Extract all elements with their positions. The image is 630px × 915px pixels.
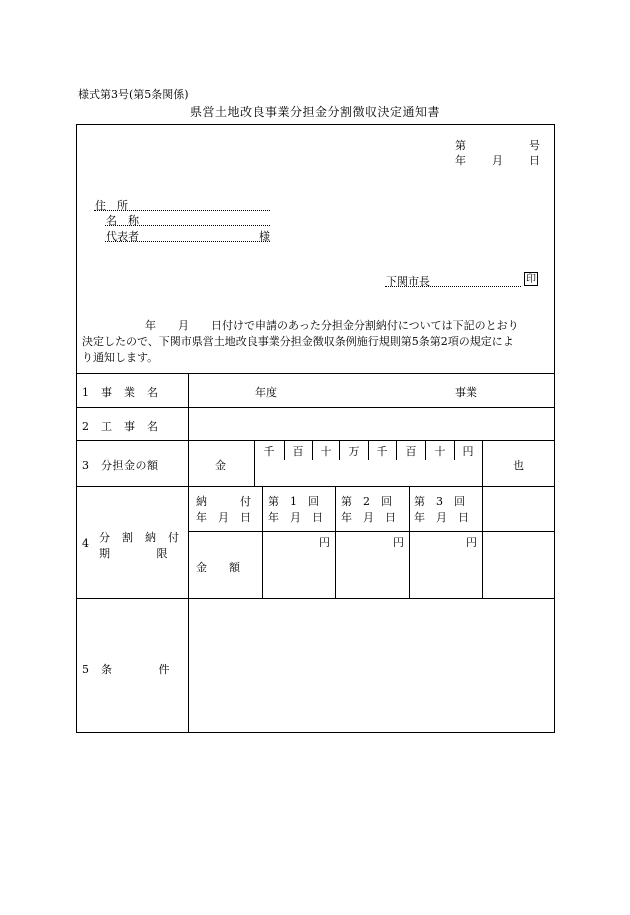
date-day: 日 xyxy=(529,154,540,167)
grid-line xyxy=(188,531,555,532)
unit-man: 万 xyxy=(348,445,360,458)
unit-en: 円 xyxy=(462,445,474,458)
sama: 様 xyxy=(259,230,270,243)
nofu-top: 納 付 xyxy=(196,495,251,508)
grid-line xyxy=(76,407,555,408)
grid-line xyxy=(339,440,340,460)
grid-line xyxy=(262,486,263,598)
grid-line xyxy=(409,486,410,598)
row2-label: 2 工 事 名 xyxy=(82,420,159,433)
row5-label: 5 条 件 xyxy=(82,663,170,676)
row4-label-top: 分 割 納 付 xyxy=(99,531,180,544)
row1-label: 1 事 業 名 xyxy=(82,386,159,399)
name-label: 名 称 xyxy=(106,214,139,227)
form-id: 様式第3号(第5条関係) xyxy=(78,88,189,101)
issuer-line xyxy=(385,286,521,287)
body-line-3: り通知します。 xyxy=(82,351,159,364)
unit-juu-2: 十 xyxy=(434,445,446,458)
grid-line xyxy=(188,373,189,733)
name-line xyxy=(105,225,270,226)
grid-line xyxy=(76,486,555,487)
grid-line xyxy=(335,486,336,598)
grid-line xyxy=(76,373,555,374)
period2-top: 第 2 回 xyxy=(341,495,392,508)
unit-hyaku-2: 百 xyxy=(405,445,417,458)
address-line xyxy=(94,210,270,211)
nofu-bottom: 年 月 日 xyxy=(196,511,251,524)
address-label: 住 所 xyxy=(95,199,128,212)
unit-sen-2: 千 xyxy=(376,445,388,458)
period2-bottom: 年 月 日 xyxy=(341,511,396,524)
grid-line xyxy=(396,440,397,460)
row3-kin: 金 xyxy=(215,459,226,472)
period3-yen: 円 xyxy=(466,536,477,549)
row3-nari: 也 xyxy=(513,459,524,472)
grid-line xyxy=(454,440,455,460)
notice-dai: 第 xyxy=(455,139,466,152)
body-line-2: 決定したので、下関市県営土地改良事業分担金徴収条例施行規則第5条第2項の規定によ xyxy=(82,335,514,348)
period2-yen: 円 xyxy=(393,536,404,549)
row4-number: 4 xyxy=(82,537,89,550)
grid-line xyxy=(482,486,483,598)
unit-sen: 千 xyxy=(263,445,275,458)
document-title: 県営土地改良事業分担金分割徴収決定通知書 xyxy=(189,105,440,119)
row1-jigyo: 事業 xyxy=(455,386,477,399)
notice-body xyxy=(82,318,552,366)
grid-line xyxy=(312,440,313,460)
unit-juu: 十 xyxy=(320,445,332,458)
rep-label: 代表者 xyxy=(106,230,139,243)
grid-line xyxy=(368,440,369,460)
seal-mark: 印 xyxy=(526,274,536,285)
date-month: 月 xyxy=(492,154,503,167)
period3-top: 第 3 回 xyxy=(414,495,465,508)
row3-label: 3 分担金の額 xyxy=(82,459,159,472)
amount-label: 金 額 xyxy=(196,561,240,574)
period1-yen: 円 xyxy=(319,536,330,549)
grid-line xyxy=(482,440,483,486)
unit-hyaku: 百 xyxy=(292,445,304,458)
date-year: 年 xyxy=(455,154,466,167)
issuer-label: 下関市長 xyxy=(386,275,430,288)
row4-label-bottom: 期 限 xyxy=(99,547,168,560)
body-line-1: 年 月 日付けで申請のあった分担金分割納付については下記のとおり xyxy=(145,319,519,332)
rep-line xyxy=(105,241,270,242)
row1-nendo: 年度 xyxy=(255,386,277,399)
grid-line xyxy=(425,440,426,460)
period1-top: 第 1 回 xyxy=(268,495,319,508)
period1-bottom: 年 月 日 xyxy=(268,511,323,524)
grid-line xyxy=(254,440,255,486)
grid-line xyxy=(76,440,555,441)
grid-line xyxy=(76,598,555,599)
grid-line xyxy=(284,440,285,460)
period3-bottom: 年 月 日 xyxy=(414,511,469,524)
notice-go: 号 xyxy=(529,139,540,152)
